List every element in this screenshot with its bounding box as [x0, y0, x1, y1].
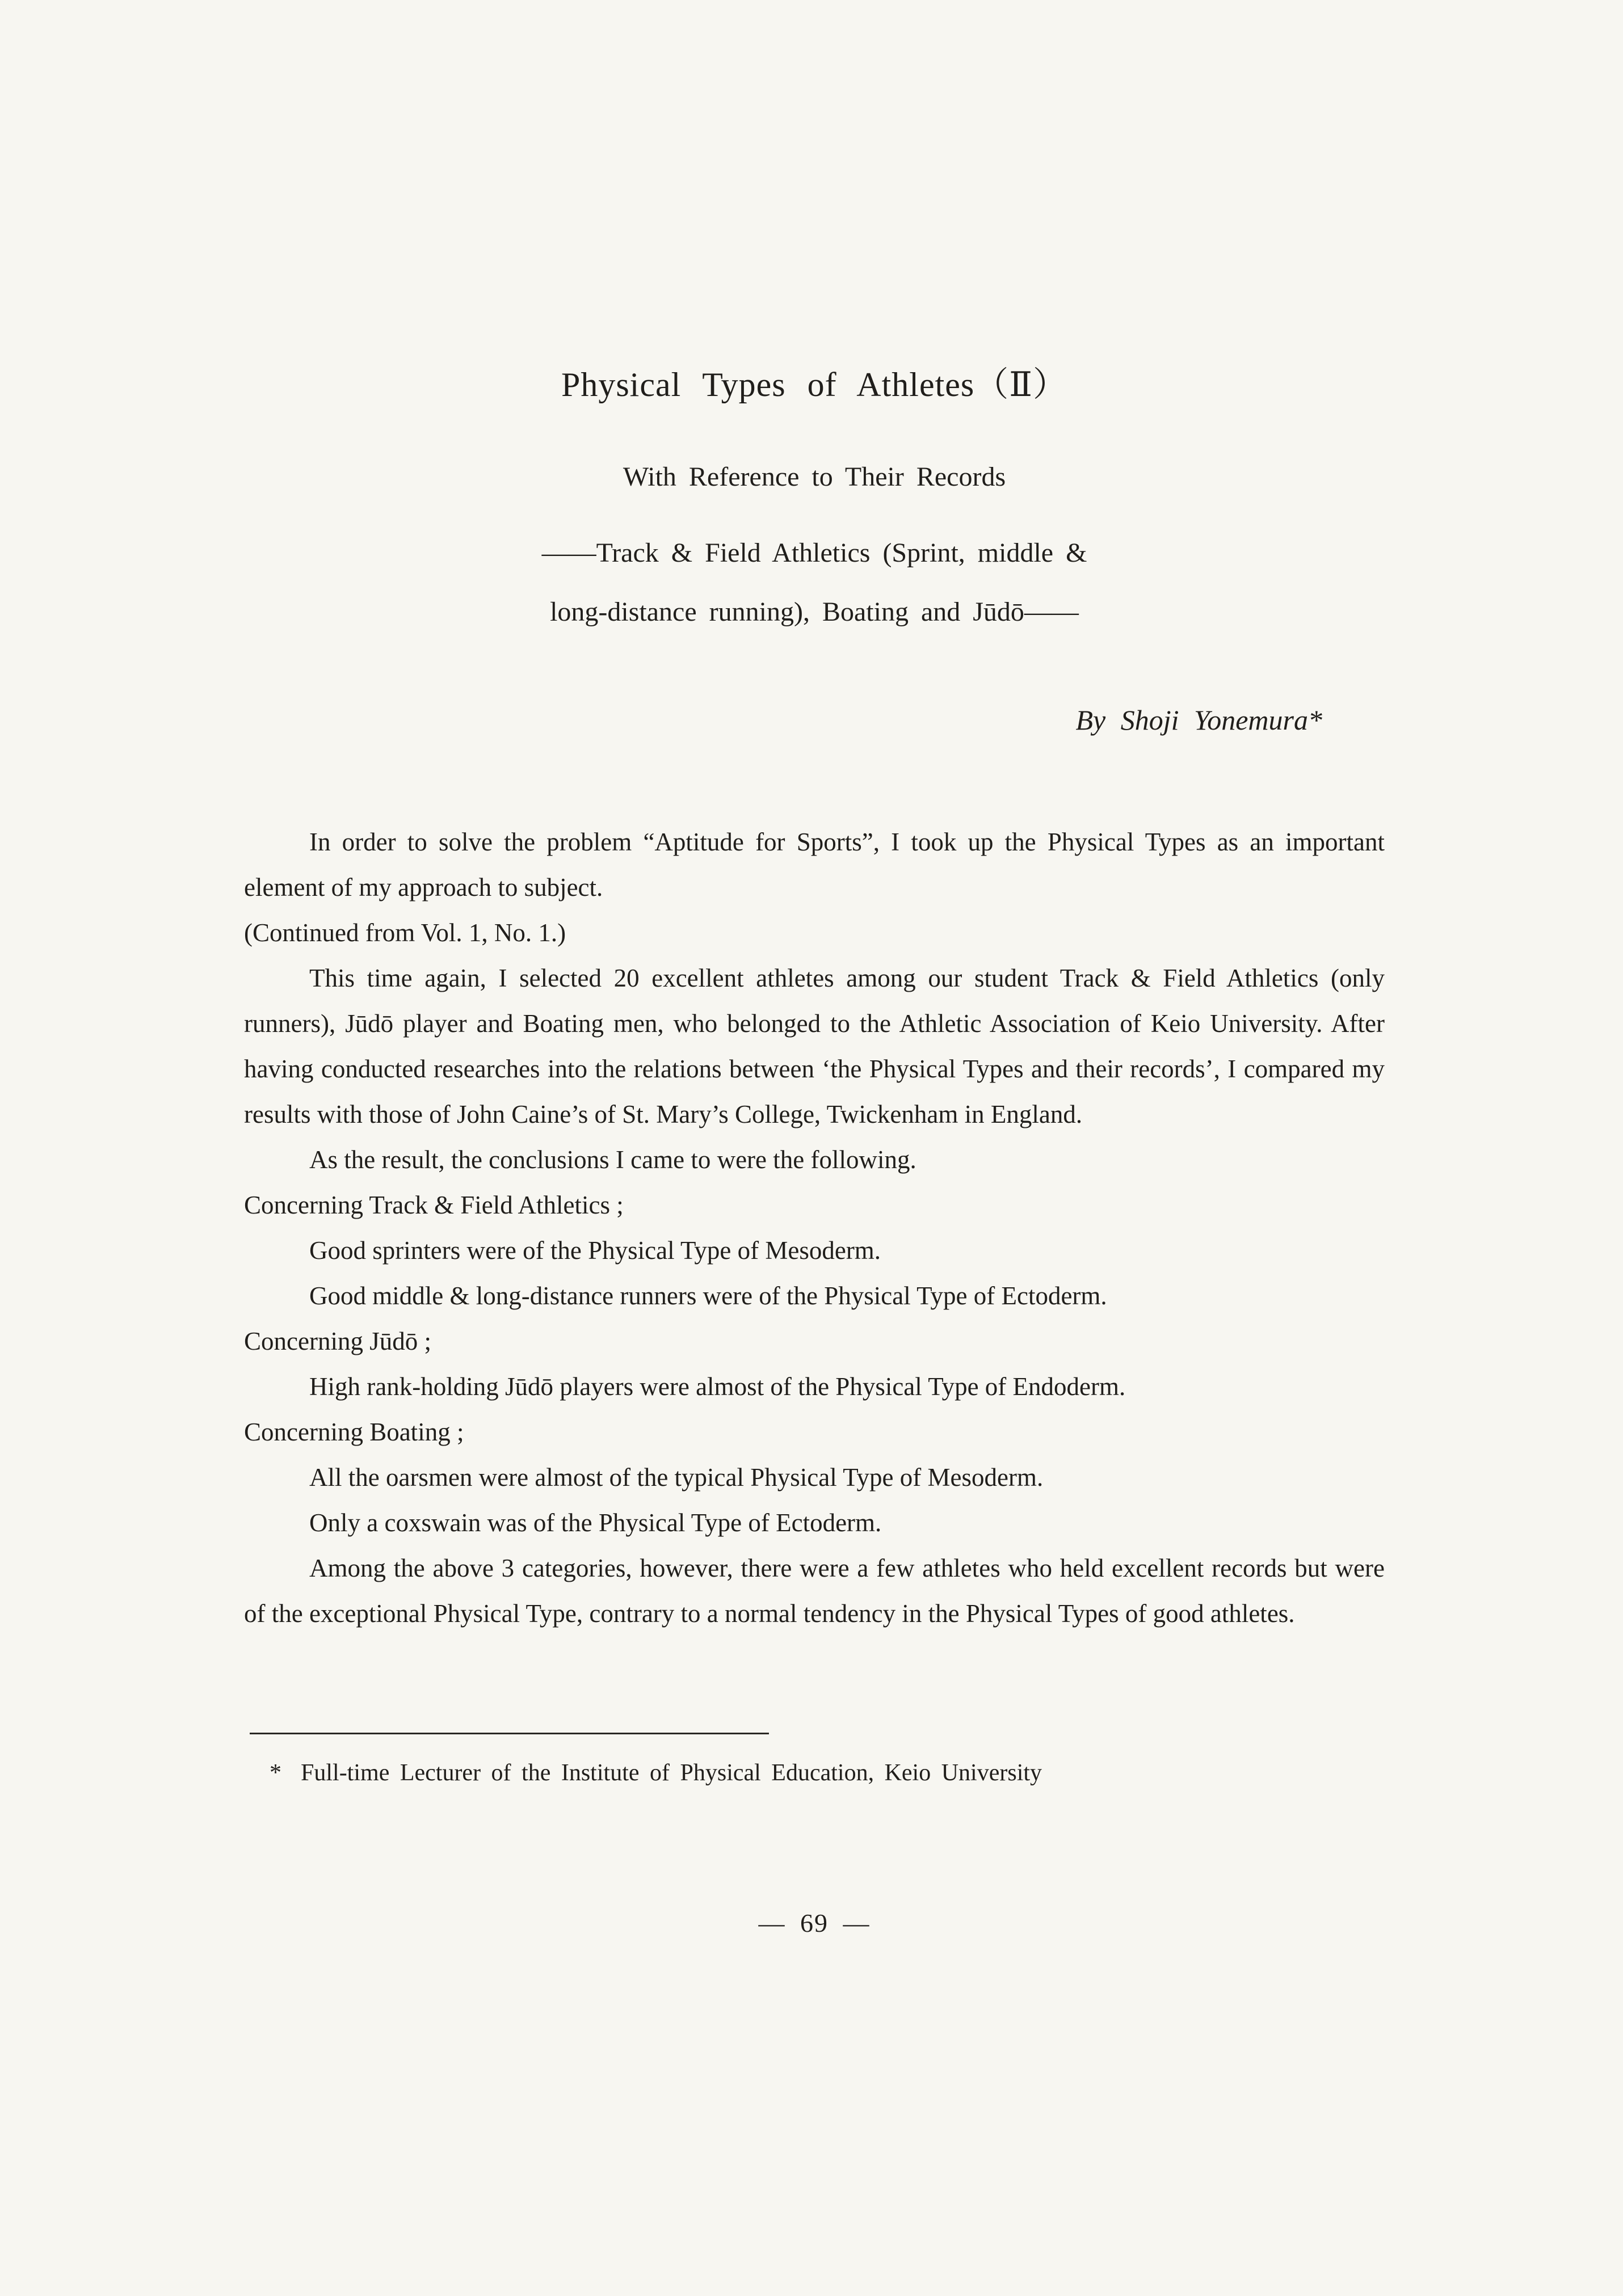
subtitle-line-3: long-distance running), Boating and Jūdō—— — [550, 597, 1079, 627]
paragraph: Only a coxswain was of the Physical Type of Ectoderm. — [309, 1509, 882, 1537]
footnote-marker: * — [270, 1760, 281, 1786]
page-title: Physical Types of Athletes（Ⅱ） — [561, 366, 1068, 403]
paragraph: (Continued from Vol. 1, No. 1.) — [244, 919, 566, 947]
subtitle-line-2: ——Track & Field Athletics (Sprint, middle & — [541, 538, 1087, 568]
footnote — [244, 1757, 1385, 1789]
footnote-text: Full-time Lecturer of the Institute of Physical Education, Keio University — [301, 1760, 1042, 1786]
paragraph: All the oarsmen were almost of the typical Physical Type of Mesoderm. — [309, 1463, 1044, 1492]
paragraph: This time again, I selected 20 excellent athletes among our student Track & Field Athletics (only runners), Jūdō player and Boating men, who belonged to the Athletic Association of Keio University. After having conducted researches into the relations between ‘the Physical Types and their records’, I compared my results with those of John Caine’s of St. Mary’s College, Twickenham in England. — [244, 964, 1385, 1128]
paragraph: Concerning Boating ; — [244, 1418, 464, 1446]
subtitle: With Reference to Their Records — [623, 462, 1006, 492]
paragraph: Concerning Track & Field Athletics ; — [244, 1191, 624, 1219]
paragraph: Good middle & long-distance runners were of the Physical Type of Ectoderm. — [309, 1282, 1107, 1310]
subtitle-continuation — [244, 524, 1385, 642]
paragraph: Among the above 3 categories, however, there were a few athletes who held excellent records but were of the exceptional Physical Type, contrary to a normal tendency in the Physical Types of good athletes. — [244, 1554, 1385, 1628]
byline: By Shoji Yonemura* — [1075, 704, 1322, 736]
page-number: — 69 — — [758, 1909, 871, 1937]
paragraph: High rank-holding Jūdō players were almost of the Physical Type of Endoderm. — [309, 1372, 1126, 1401]
footnote-rule — [250, 1733, 769, 1734]
paragraph: Concerning Jūdō ; — [244, 1327, 431, 1355]
paragraph: Good sprinters were of the Physical Type of Mesoderm. — [309, 1236, 881, 1265]
paragraph: In order to solve the problem “Aptitude for Sports”, I took up the Physical Types as an important element of my approach to subject. — [244, 828, 1385, 901]
body-text — [244, 819, 1385, 1636]
paragraph: As the result, the conclusions I came to were the following. — [309, 1145, 916, 1174]
